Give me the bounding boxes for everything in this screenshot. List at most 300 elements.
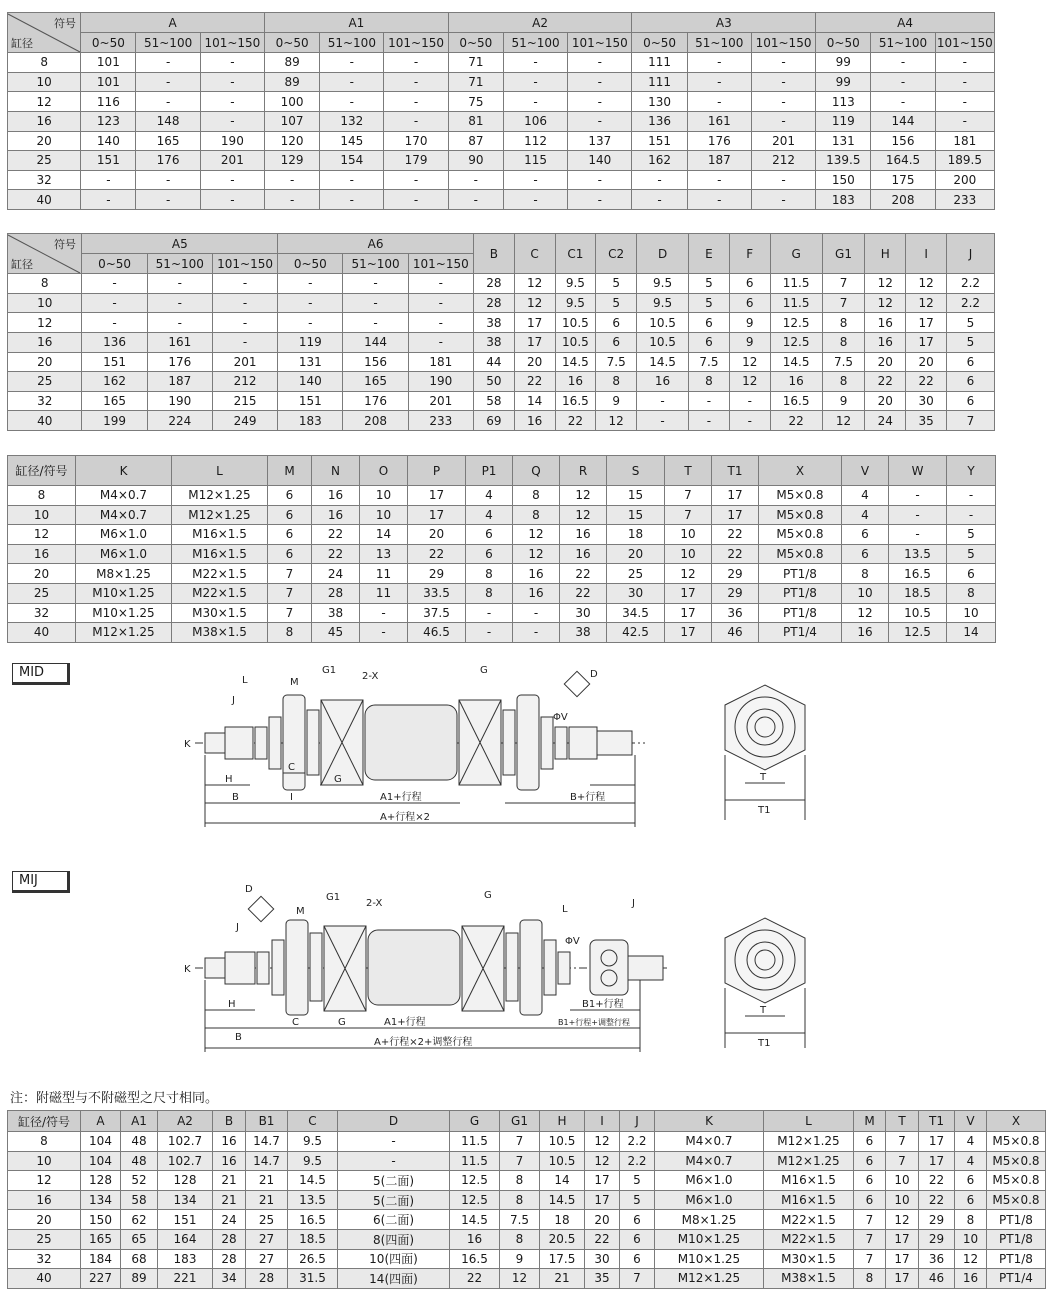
value-cell: 52: [121, 1171, 158, 1191]
value-cell: -: [320, 190, 384, 210]
value-cell: 10.5: [889, 603, 947, 623]
value-cell: 18.5: [889, 583, 947, 603]
value-cell: 140: [278, 372, 343, 392]
value-cell: 16: [637, 372, 689, 392]
value-cell: 189.5: [935, 151, 994, 171]
value-cell: 17.5: [540, 1249, 585, 1269]
value-cell: 29: [712, 583, 759, 603]
value-cell: 22: [712, 544, 759, 564]
value-cell: 10.5: [540, 1151, 585, 1171]
value-cell: 9.5: [555, 293, 596, 313]
value-cell: PT1/8: [987, 1249, 1046, 1269]
value-cell: 20: [607, 544, 665, 564]
value-cell: 111: [632, 53, 687, 73]
value-cell: M10×1.25: [655, 1249, 764, 1269]
value-cell: -: [687, 190, 751, 210]
column-header: B: [213, 1111, 246, 1132]
bore-cell: 32: [8, 603, 76, 623]
value-cell: 12: [665, 564, 712, 584]
stroke-header: 0~50: [81, 33, 136, 53]
value-cell: -: [751, 53, 815, 73]
value-cell: 10.5: [555, 313, 596, 333]
value-cell: 144: [343, 332, 408, 352]
bore-cell: 8: [8, 53, 81, 73]
value-cell: -: [729, 411, 770, 431]
value-cell: -: [503, 53, 567, 73]
value-cell: 6: [729, 274, 770, 294]
value-cell: 17: [919, 1132, 955, 1152]
value-cell: 7: [500, 1151, 540, 1171]
value-cell: 14.5: [288, 1171, 338, 1191]
value-cell: -: [687, 170, 751, 190]
value-cell: 6: [596, 332, 637, 352]
value-cell: 175: [871, 170, 935, 190]
value-cell: M5×0.8: [987, 1132, 1046, 1152]
mid-label-x: 2-X: [362, 671, 379, 682]
column-header: Y: [947, 456, 996, 486]
value-cell: -: [212, 274, 277, 294]
column-header: M: [268, 456, 312, 486]
value-cell: -: [503, 170, 567, 190]
value-cell: 120: [265, 131, 320, 151]
value-cell: M5×0.8: [987, 1190, 1046, 1210]
value-cell: 8: [955, 1210, 987, 1230]
value-cell: 29: [919, 1229, 955, 1249]
value-cell: 28: [473, 274, 514, 294]
value-cell: 11.5: [450, 1132, 500, 1152]
value-cell: -: [568, 170, 632, 190]
value-cell: 7: [268, 603, 312, 623]
value-cell: 33.5: [408, 583, 466, 603]
value-cell: 12: [906, 274, 947, 294]
value-cell: 7: [946, 411, 994, 431]
value-cell: 7.5: [822, 352, 865, 372]
column-header: T1: [712, 456, 759, 486]
header-corner-bore-symbol: [8, 234, 82, 274]
bore-cell: 40: [8, 623, 76, 643]
value-cell: 12: [865, 274, 906, 294]
value-cell: -: [687, 53, 751, 73]
value-cell: M8×1.25: [655, 1210, 764, 1230]
value-cell: 134: [158, 1190, 213, 1210]
value-cell: -: [466, 603, 513, 623]
value-cell: 12: [842, 603, 889, 623]
group-header: A: [81, 13, 265, 33]
bore-cell: 12: [8, 92, 81, 112]
value-cell: 89: [265, 72, 320, 92]
value-cell: -: [212, 332, 277, 352]
value-cell: 17: [919, 1151, 955, 1171]
value-cell: -: [82, 313, 147, 333]
value-cell: 112: [503, 131, 567, 151]
value-cell: 151: [278, 391, 343, 411]
value-cell: 136: [632, 111, 687, 131]
value-cell: 8: [822, 313, 865, 333]
value-cell: 26.5: [288, 1249, 338, 1269]
value-cell: 48: [121, 1132, 158, 1152]
value-cell: 17: [712, 505, 759, 525]
value-cell: 20: [906, 352, 947, 372]
header-corner-bore-symbol: [8, 13, 81, 53]
value-cell: -: [136, 53, 200, 73]
column-header: L: [764, 1111, 854, 1132]
mid-label-b1: B+行程: [570, 792, 606, 803]
value-cell: PT1/8: [759, 564, 842, 584]
value-cell: 8: [466, 564, 513, 584]
value-cell: -: [360, 603, 408, 623]
value-cell: 139.5: [816, 151, 871, 171]
value-cell: 151: [632, 131, 687, 151]
value-cell: 6: [689, 313, 730, 333]
value-cell: M10×1.25: [655, 1229, 764, 1249]
value-cell: 35: [906, 411, 947, 431]
mij-label-t: T: [760, 1005, 767, 1016]
value-cell: 10: [665, 544, 712, 564]
value-cell: 6: [466, 525, 513, 545]
value-cell: 14: [947, 623, 996, 643]
value-cell: -: [278, 313, 343, 333]
value-cell: 11: [360, 564, 408, 584]
value-cell: -: [871, 72, 935, 92]
value-cell: 25: [246, 1210, 288, 1230]
value-cell: 30: [607, 583, 665, 603]
value-cell: 16: [865, 332, 906, 352]
mid-label-i: I: [290, 792, 293, 803]
value-cell: 8(四面): [338, 1229, 450, 1249]
value-cell: 11.5: [450, 1151, 500, 1171]
stroke-header: 0~50: [448, 33, 503, 53]
mij-label-g-bottom: G: [338, 1017, 346, 1028]
column-header: K: [655, 1111, 764, 1132]
value-cell: 8: [268, 623, 312, 643]
value-cell: 201: [200, 151, 264, 171]
value-cell: 7: [886, 1151, 919, 1171]
column-header: V: [955, 1111, 987, 1132]
value-cell: 28: [213, 1249, 246, 1269]
bore-cell: 10: [8, 505, 76, 525]
value-cell: PT1/4: [987, 1269, 1046, 1289]
value-cell: 215: [212, 391, 277, 411]
value-cell: -: [751, 92, 815, 112]
value-cell: 9.5: [637, 293, 689, 313]
value-cell: 10(四面): [338, 1249, 450, 1269]
value-cell: 27: [246, 1249, 288, 1269]
value-cell: M12×1.25: [172, 486, 268, 506]
bore-cell: 25: [8, 1229, 81, 1249]
bore-cell: 12: [8, 525, 76, 545]
value-cell: 12.5: [889, 623, 947, 643]
value-cell: 4: [466, 486, 513, 506]
column-header: M: [854, 1111, 886, 1132]
value-cell: 165: [136, 131, 200, 151]
value-cell: -: [384, 170, 448, 190]
value-cell: 16: [213, 1132, 246, 1152]
value-cell: 6: [268, 505, 312, 525]
value-cell: 7.5: [596, 352, 637, 372]
value-cell: 12.5: [450, 1171, 500, 1191]
value-cell: -: [278, 293, 343, 313]
mij-label-x: 2-X: [366, 898, 383, 909]
table-row: [8, 564, 996, 584]
mij-outline-drawing: [170, 878, 820, 1063]
value-cell: 5: [620, 1171, 655, 1191]
column-header: J: [620, 1111, 655, 1132]
value-cell: 5(二面): [338, 1190, 450, 1210]
value-cell: 190: [147, 391, 212, 411]
column-header: I: [585, 1111, 620, 1132]
value-cell: -: [136, 170, 200, 190]
value-cell: -: [689, 411, 730, 431]
value-cell: -: [338, 1132, 450, 1152]
value-cell: 30: [585, 1249, 620, 1269]
value-cell: 12: [585, 1132, 620, 1152]
value-cell: 8: [822, 332, 865, 352]
value-cell: 69: [473, 411, 514, 431]
bore-cell: 20: [8, 131, 81, 151]
value-cell: 7: [854, 1249, 886, 1269]
value-cell: 17: [585, 1171, 620, 1191]
value-cell: 16: [955, 1269, 987, 1289]
value-cell: 14: [540, 1171, 585, 1191]
value-cell: 201: [751, 131, 815, 151]
value-cell: 21: [246, 1190, 288, 1210]
value-cell: 20: [865, 352, 906, 372]
value-cell: 8: [842, 564, 889, 584]
bore-cell: 10: [8, 293, 82, 313]
column-header: J: [946, 234, 994, 274]
stroke-header: 101~150: [751, 33, 815, 53]
value-cell: -: [82, 293, 147, 313]
value-cell: 45: [312, 623, 360, 643]
mij-label-b: B: [235, 1032, 242, 1043]
value-cell: 10.5: [540, 1132, 585, 1152]
value-cell: 16.5: [450, 1249, 500, 1269]
mid-label-b: B: [232, 792, 239, 803]
value-cell: -: [360, 623, 408, 643]
value-cell: -: [513, 603, 560, 623]
value-cell: 5: [947, 525, 996, 545]
value-cell: 8: [500, 1171, 540, 1191]
value-cell: -: [408, 274, 473, 294]
value-cell: 119: [278, 332, 343, 352]
value-cell: 46: [919, 1269, 955, 1289]
value-cell: 17: [585, 1190, 620, 1210]
value-cell: -: [637, 391, 689, 411]
value-cell: -: [751, 111, 815, 131]
value-cell: 148: [136, 111, 200, 131]
value-cell: 2.2: [946, 293, 994, 313]
mid-label-t1: T1: [758, 805, 771, 816]
value-cell: -: [687, 72, 751, 92]
value-cell: 137: [568, 131, 632, 151]
dimension-table-a5-a6-series: [7, 233, 995, 431]
value-cell: 9.5: [637, 274, 689, 294]
column-header: H: [540, 1111, 585, 1132]
mij-label-b1-adjust: B1+行程+调整行程: [558, 1018, 630, 1027]
value-cell: 2.2: [946, 274, 994, 294]
value-cell: 221: [158, 1269, 213, 1289]
value-cell: M38×1.5: [172, 623, 268, 643]
column-header: G1: [500, 1111, 540, 1132]
value-cell: 12: [500, 1269, 540, 1289]
table-row: [8, 1190, 1046, 1210]
value-cell: -: [384, 53, 448, 73]
value-cell: M30×1.5: [764, 1249, 854, 1269]
value-cell: 14.5: [637, 352, 689, 372]
value-cell: 4: [955, 1151, 987, 1171]
value-cell: 31.5: [288, 1269, 338, 1289]
value-cell: -: [320, 53, 384, 73]
value-cell: 16.5: [889, 564, 947, 584]
column-header: G1: [822, 234, 865, 274]
value-cell: 5: [946, 332, 994, 352]
value-cell: 36: [712, 603, 759, 623]
table-row: [8, 332, 995, 352]
value-cell: 164: [158, 1229, 213, 1249]
value-cell: -: [632, 170, 687, 190]
value-cell: 9: [822, 391, 865, 411]
value-cell: 38: [473, 313, 514, 333]
value-cell: -: [384, 190, 448, 210]
table-row: [8, 1229, 1046, 1249]
value-cell: -: [687, 92, 751, 112]
value-cell: 9: [729, 332, 770, 352]
value-cell: 89: [121, 1269, 158, 1289]
value-cell: 165: [343, 372, 408, 392]
value-cell: M22×1.5: [172, 564, 268, 584]
value-cell: 14.5: [450, 1210, 500, 1230]
value-cell: 183: [816, 190, 871, 210]
mid-label-k: K: [184, 739, 191, 750]
value-cell: 68: [121, 1249, 158, 1269]
bore-cell: 20: [8, 564, 76, 584]
value-cell: 10: [886, 1190, 919, 1210]
mij-label-a: A+行程×2+调整行程: [374, 1037, 473, 1048]
table-row: [8, 1210, 1046, 1230]
value-cell: 28: [473, 293, 514, 313]
value-cell: 9.5: [555, 274, 596, 294]
value-cell: 5: [689, 293, 730, 313]
value-cell: 7: [886, 1132, 919, 1152]
value-cell: 14(四面): [338, 1269, 450, 1289]
value-cell: 8: [854, 1269, 886, 1289]
value-cell: 16: [312, 505, 360, 525]
value-cell: 99: [816, 72, 871, 92]
table-row: [8, 603, 996, 623]
value-cell: 151: [158, 1210, 213, 1230]
value-cell: 46: [712, 623, 759, 643]
value-cell: 50: [473, 372, 514, 392]
mid-label-g-bottom: G: [334, 774, 342, 785]
dimension-table-a-series: [7, 12, 995, 210]
header-symbol-label: 符号: [54, 237, 76, 251]
value-cell: 7: [620, 1269, 655, 1289]
value-cell: 9: [596, 391, 637, 411]
value-cell: -: [136, 92, 200, 112]
header-bore-label: 缸径: [11, 257, 33, 271]
group-header: A1: [265, 13, 449, 33]
value-cell: 176: [687, 131, 751, 151]
value-cell: 101: [81, 53, 136, 73]
value-cell: 9: [500, 1249, 540, 1269]
bore-cell: 25: [8, 372, 82, 392]
stroke-header: 101~150: [384, 33, 448, 53]
value-cell: M5×0.8: [759, 544, 842, 564]
bore-cell: 12: [8, 313, 82, 333]
value-cell: 100: [265, 92, 320, 112]
value-cell: 187: [687, 151, 751, 171]
value-cell: 8: [947, 583, 996, 603]
stroke-header: 51~100: [343, 254, 408, 274]
value-cell: 17: [408, 486, 466, 506]
bore-cell: 12: [8, 1171, 81, 1191]
value-cell: 183: [278, 411, 343, 431]
value-cell: 8: [596, 372, 637, 392]
value-cell: 17: [886, 1249, 919, 1269]
value-cell: -: [935, 111, 994, 131]
model-label-mid: MID: [12, 663, 70, 685]
value-cell: 17: [906, 313, 947, 333]
value-cell: -: [632, 190, 687, 210]
stroke-header: 51~100: [687, 33, 751, 53]
value-cell: M30×1.5: [172, 603, 268, 623]
value-cell: 145: [320, 131, 384, 151]
value-cell: PT1/8: [759, 583, 842, 603]
value-cell: 208: [871, 190, 935, 210]
value-cell: 62: [121, 1210, 158, 1230]
value-cell: 106: [503, 111, 567, 131]
value-cell: M4×0.7: [76, 486, 172, 506]
value-cell: 29: [712, 564, 759, 584]
value-cell: 7: [500, 1132, 540, 1152]
value-cell: 101: [81, 72, 136, 92]
value-cell: M16×1.5: [764, 1171, 854, 1191]
footnote: 注：附磁型与不附磁型之尺寸相同。: [10, 1091, 219, 1106]
value-cell: 8: [513, 486, 560, 506]
value-cell: 8: [689, 372, 730, 392]
value-cell: -: [320, 72, 384, 92]
value-cell: -: [212, 313, 277, 333]
stroke-header: 51~100: [147, 254, 212, 274]
value-cell: 6: [596, 313, 637, 333]
column-header: D: [338, 1111, 450, 1132]
value-cell: -: [343, 274, 408, 294]
value-cell: 8: [500, 1229, 540, 1249]
value-cell: M5×0.8: [987, 1151, 1046, 1171]
value-cell: 10: [947, 603, 996, 623]
stroke-header: 0~50: [816, 33, 871, 53]
table-row: [8, 1151, 1046, 1171]
value-cell: -: [343, 313, 408, 333]
value-cell: 12.5: [770, 332, 822, 352]
value-cell: M16×1.5: [172, 525, 268, 545]
value-cell: 6: [466, 544, 513, 564]
value-cell: 29: [919, 1210, 955, 1230]
value-cell: 6: [947, 564, 996, 584]
value-cell: -: [408, 293, 473, 313]
value-cell: 11.5: [770, 293, 822, 313]
mij-label-j-left: J: [236, 922, 239, 933]
value-cell: 13: [360, 544, 408, 564]
value-cell: 17: [514, 332, 555, 352]
value-cell: 16: [865, 313, 906, 333]
value-cell: 5: [689, 274, 730, 294]
value-cell: 6: [946, 372, 994, 392]
value-cell: 7: [822, 293, 865, 313]
value-cell: 170: [384, 131, 448, 151]
value-cell: 10: [842, 583, 889, 603]
value-cell: 5: [620, 1190, 655, 1210]
